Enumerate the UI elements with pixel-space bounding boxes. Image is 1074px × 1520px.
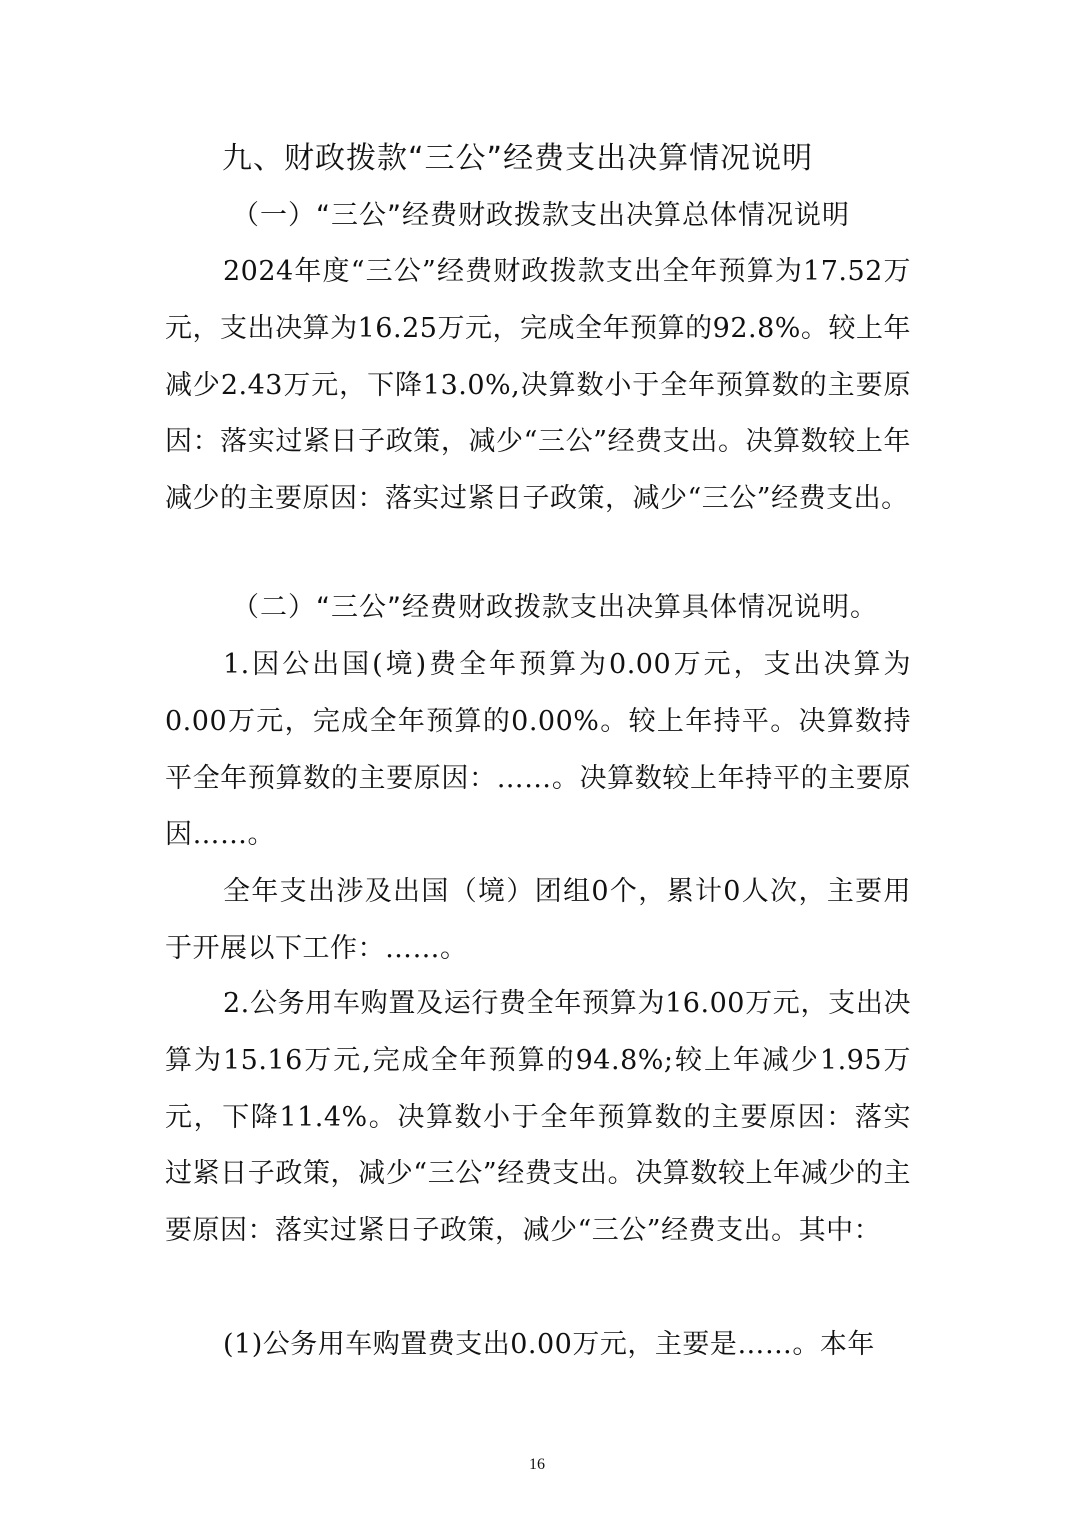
paragraph-overseas-groups: 全年支出涉及出国（境）团组0个，累计0人次，主要用于开展以下工作：……。: [165, 876, 911, 964]
subsection-2-title: （二）“三公”经费财政拨款支出决算具体情况说明。: [232, 592, 878, 623]
subsection-1-title: （一）“三公”经费财政拨款支出决算总体情况说明: [232, 200, 850, 231]
section-title: 九、财政拨款“三公”经费支出决算情况说明: [222, 141, 814, 176]
paragraph-official-vehicles: 2.公务用车购置及运行费全年预算为16.00万元，支出决算为15.16万元,完成全年预算的94.8%;较上年减少1.95万元，下降11.4%。决算数小于全年预算数的主要原因：落实过紧日子政策，减少“三公”经费支出。决算数较上年减少的主要原因：落实过紧日子政策，减少“三公”经费支出。其中：: [165, 988, 911, 1247]
page-number: 16: [529, 1456, 545, 1473]
paragraph-overall-summary: 2024年度“三公”经费财政拨款支出全年预算为17.52万元，支出决算为16.25万元，完成全年预算的92.8%。较上年减少2.43万元，下降13.0%,决算数小于全年预算数的主要原因：落实过紧日子政策，减少“三公”经费支出。决算数较上年减少的主要原因：落实过紧日子政策，减少“三公”经费支出。: [165, 256, 911, 515]
paragraph-vehicle-purchase: (1)公务用车购置费支出0.00万元，主要是……。本年: [223, 1329, 875, 1360]
paragraph-overseas-travel: 1.因公出国(境)费全年预算为0.00万元，支出决算为0.00万元，完成全年预算的0.00%。较上年持平。决算数持平全年预算数的主要原因：……。决算数较上年持平的主要原因……。: [165, 649, 911, 851]
